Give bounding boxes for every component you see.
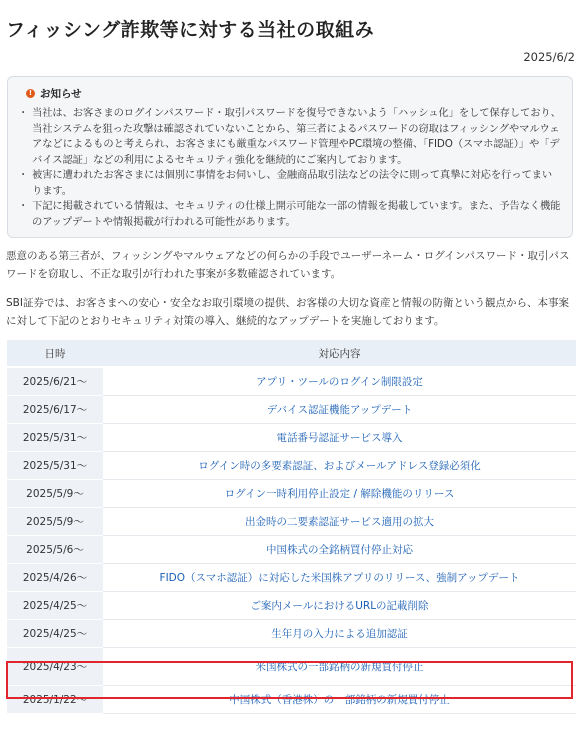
row-content — [103, 592, 576, 620]
page-title: フィッシング詐欺等に対する当社の取組み — [6, 18, 375, 41]
table-row — [7, 367, 576, 396]
security-measures-table — [7, 340, 576, 714]
row-date: 2025/4/25～ — [7, 620, 103, 648]
measure-link[interactable]: FIDO（スマホ認証）に対応した米国株アプリのリリース、強制アップデート — [159, 572, 520, 584]
notice-header — [18, 83, 562, 103]
measure-link[interactable]: ログイン一時利用停止設定 / 解除機能のリリース — [224, 488, 455, 500]
measure-link[interactable]: ログイン時の多要素認証、およびメールアドレス登録必須化 — [198, 460, 481, 472]
table-row — [7, 396, 576, 424]
measure-link[interactable]: 電話番号認証サービス導入 — [276, 432, 403, 444]
row-content — [103, 620, 576, 648]
measure-link[interactable]: アプリ・ツールのログイン制限設定 — [256, 376, 423, 388]
notice-item: ・ 被害に遭われたお客さまには個別に事情をお伺いし、金融商品取引法などの法令に則って真摯に対応を行ってまいります。 — [18, 168, 562, 199]
notice-item: ・ 当社は、お客さまのログインパスワード・取引パスワードを復号できないよう「ハッシュ化」をして保存しており、当社システムを狙った攻撃は確認されていないことから、第三者によるパスワードの窃取はフィッシングやマルウェアなどによるものと考えられ、お客さまにも厳重なパスワード管理やPC環境の整備、「FIDO（スマホ認証）」や「デバイス認証」などの利用によるセキュリティ強化を継続的にご案内しております。 — [18, 106, 562, 168]
table-row — [7, 424, 576, 452]
measure-link[interactable]: 米国株式の一部銘柄の新規買付停止 — [255, 661, 424, 673]
row-date: 2025/5/6～ — [7, 536, 103, 564]
notice-list — [18, 106, 562, 230]
row-date: 2025/1/22～ — [7, 686, 103, 714]
row-date: 2025/6/17～ — [7, 396, 103, 424]
measure-link[interactable]: デバイス認証機能アップデート — [266, 404, 413, 416]
row-date: 2025/4/23～ — [7, 648, 103, 686]
table-row — [7, 452, 576, 480]
measure-link[interactable]: ご案内メールにおけるURLの記載削除 — [250, 600, 429, 612]
notice-title: お知らせ — [40, 87, 82, 100]
measure-link[interactable]: 中国株式（香港株）の一部銘柄の新規買付停止 — [229, 694, 450, 706]
table-row — [7, 536, 576, 564]
table-row — [7, 620, 576, 648]
table-row-highlighted — [7, 648, 576, 686]
row-content — [103, 480, 576, 508]
row-date: 2025/5/9～ — [7, 508, 103, 536]
intro-paragraph: 悪意のある第三者が、フィッシングやマルウェアなどの何らかの手段でユーザーネーム・ログインパスワード・取引パスワードを窃取し、不正な取引が行われた事案が多数確認されています。 — [6, 250, 570, 280]
row-content — [103, 424, 576, 452]
table-row — [7, 592, 576, 620]
header-date: 日時 — [7, 340, 103, 367]
measures-paragraph: SBI証券では、お客さまへの安心・安全なお取引環境の提供、お客様の大切な資産と情報の防衛という観点から、本事案に対して下記のとおりセキュリティ対策の導入、継続的なアップデートを実施しております。 — [6, 297, 569, 327]
measure-link[interactable]: 中国株式の全銘柄買付停止対応 — [266, 544, 413, 556]
row-content — [103, 452, 576, 480]
row-date: 2025/4/25～ — [7, 592, 103, 620]
row-date: 2025/4/26～ — [7, 564, 103, 592]
row-content — [103, 367, 576, 396]
row-content — [103, 686, 576, 714]
row-content — [103, 396, 576, 424]
warning-icon: ! — [26, 89, 35, 98]
table-row — [7, 686, 576, 714]
notice-box — [7, 76, 573, 238]
row-date: 2025/6/21～ — [7, 367, 103, 396]
row-date: 2025/5/31～ — [7, 424, 103, 452]
table-row — [7, 564, 576, 592]
row-content — [103, 564, 576, 592]
table-row — [7, 508, 576, 536]
measure-link[interactable]: 出金時の二要素認証サービス適用の拡大 — [245, 516, 434, 528]
row-date: 2025/5/9～ — [7, 480, 103, 508]
row-content — [103, 508, 576, 536]
table-row — [7, 480, 576, 508]
table-header-row — [7, 340, 576, 367]
measure-link[interactable]: 生年月の入力による追加認証 — [271, 628, 408, 640]
row-date: 2025/5/31～ — [7, 452, 103, 480]
row-content — [103, 536, 576, 564]
notice-item: ・ 下記に掲載されている情報は、セキュリティの仕様上開示可能な一部の情報を掲載しています。また、予告なく機能のアップデートや情報掲載が行われる可能性があります。 — [18, 199, 562, 230]
row-content — [103, 648, 576, 686]
publish-date: 2025/6/2 — [523, 50, 575, 64]
header-content: 対応内容 — [103, 340, 576, 367]
